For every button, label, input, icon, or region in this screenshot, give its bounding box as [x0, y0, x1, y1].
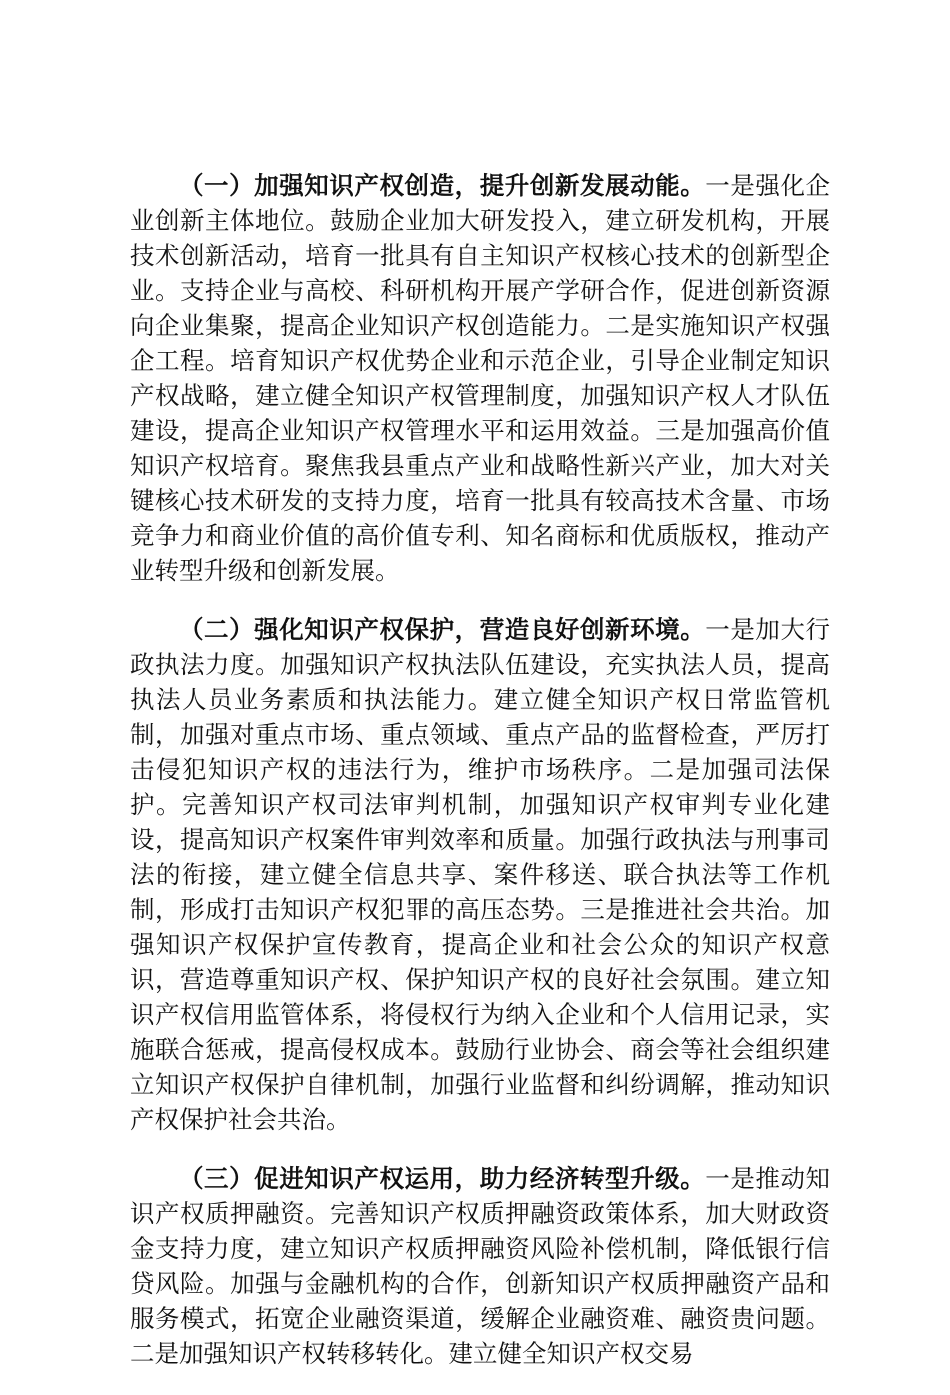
section-body-3: 一是推动知识产权质押融资。完善知识产权质押融资政策体系，加大财政资金支持力度，建立知识产权质押融资风险补偿机制，降低银行信贷风险。加强与金融机构的合作，创新知识产权质押融资产品和服务模式，拓宽企业融资渠道，缓解企业融资难、融资贵问题。二是加强知识产权转移转化。建立健全知识产权交易	[130, 1164, 831, 1368]
section-heading-1: （一）加强知识产权创造，提升创新发展动能。	[179, 171, 706, 200]
section-paragraph-3	[130, 1161, 830, 1371]
section-heading-2: （二）强化知识产权保护，营造良好创新环境。	[179, 615, 706, 644]
document-page	[130, 168, 830, 1395]
section-body-2: 一是加大行政执法力度。加强知识产权执法队伍建设，充实执法人员，提高执法人员业务素质和执法能力。建立健全知识产权日常监管机制，加强对重点市场、重点领域、重点产品的监督检查，严厉打击侵犯知识产权的违法行为，维护市场秩序。二是加强司法保护。完善知识产权司法审判机制，加强知识产权审判专业化建设，提高知识产权案件审判效率和质量。加强行政执法与刑事司法的衔接，建立健全信息共享、案件移送、联合执法等工作机制，形成打击知识产权犯罪的高压态势。三是推进社会共治。加强知识产权保护宣传教育，提高企业和社会公众的知识产权意识，营造尊重知识产权、保护知识产权的良好社会氛围。建立知识产权信用监管体系，将侵权行为纳入企业和个人信用记录，实施联合惩戒，提高侵权成本。鼓励行业协会、商会等社会组织建立知识产权保护自律机制，加强行业监督和纠纷调解，推动知识产权保护社会共治。	[130, 615, 831, 1134]
section-paragraph-1	[130, 168, 830, 588]
section-paragraph-2	[130, 612, 830, 1137]
section-heading-3: （三）促进知识产权运用，助力经济转型升级。	[179, 1164, 706, 1193]
section-body-1: 一是强化企业创新主体地位。鼓励企业加大研发投入，建立研发机构，开展技术创新活动，培育一批具有自主知识产权核心技术的创新型企业。支持企业与高校、科研机构开展产学研合作，促进创新资源向企业集聚，提高企业知识产权创造能力。二是实施知识产权强企工程。培育知识产权优势企业和示范企业，引导企业制定知识产权战略，建立健全知识产权管理制度，加强知识产权人才队伍建设，提高企业知识产权管理水平和运用效益。三是加强高价值知识产权培育。聚焦我县重点产业和战略性新兴产业，加大对关键核心技术研发的支持力度，培育一批具有较高技术含量、市场竞争力和商业价值的高价值专利、知名商标和优质版权，推动产业转型升级和创新发展。	[130, 171, 831, 585]
